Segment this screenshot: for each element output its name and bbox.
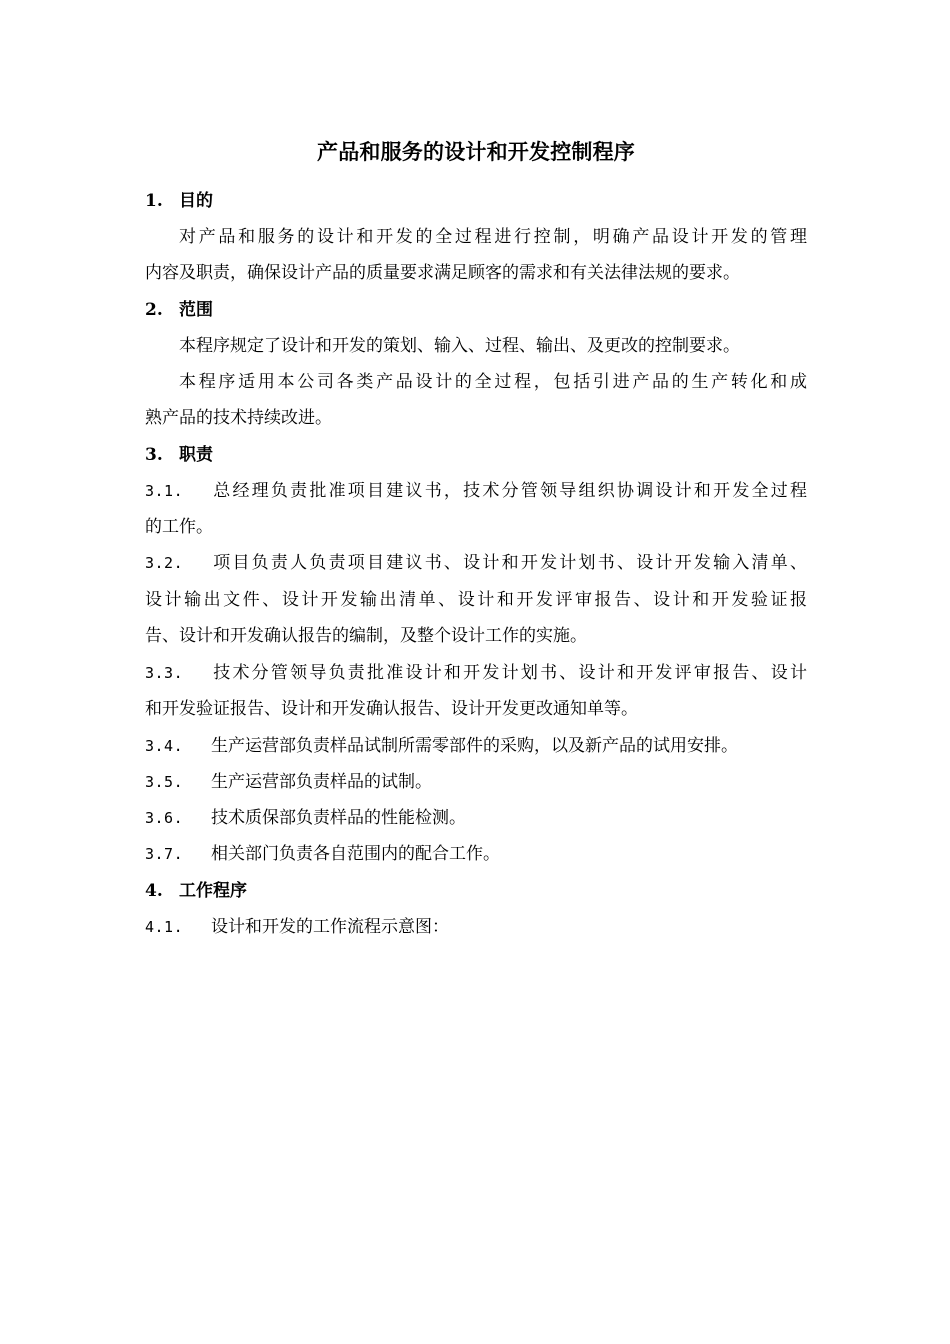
section-1-heading xyxy=(145,189,807,213)
list-item xyxy=(145,734,807,758)
paragraph-line: 告、设计和开发确认报告的编制，及整个设计工作的实施。 xyxy=(145,626,587,646)
paragraph-line: 本程序适用本公司各类产品设计的全过程，包括引进产品的生产转化和成 xyxy=(179,372,807,392)
item-number: 3.6. xyxy=(145,809,184,827)
section-3-heading xyxy=(145,443,807,467)
item-text: 技术质保部负责样品的性能检测。 xyxy=(211,808,466,828)
section-number: 4. xyxy=(145,881,163,901)
item-number: 3.1. xyxy=(145,482,184,500)
list-item xyxy=(145,842,807,866)
list-item xyxy=(145,661,807,685)
paragraph-line: 本程序规定了设计和开发的策划、输入、过程、输出、及更改的控制要求。 xyxy=(179,336,740,356)
item-text: 生产运营部负责样品的试制。 xyxy=(211,772,432,792)
item-text: 相关部门负责各自范围内的配合工作。 xyxy=(211,844,500,864)
item-number: 3.5. xyxy=(145,773,184,791)
list-item xyxy=(145,551,807,575)
item-text: 设计和开发的工作流程示意图： xyxy=(211,917,449,937)
document-title: 产品和服务的设计和开发控制程序 xyxy=(317,139,635,164)
paragraph-line: 内容及职责，确保设计产品的质量要求满足顾客的需求和有关法律法规的要求。 xyxy=(145,263,740,283)
section-title: 目的 xyxy=(179,191,213,211)
paragraph-line: 对产品和服务的设计和开发的全过程进行控制，明确产品设计开发的管理 xyxy=(179,227,807,247)
item-text: 总经理负责批准项目建议书，技术分管领导组织协调设计和开发全过程 xyxy=(211,481,807,501)
document-page xyxy=(145,0,807,1344)
section-number: 2. xyxy=(145,300,163,320)
list-item xyxy=(145,770,807,794)
section-number: 1. xyxy=(145,191,163,211)
item-text: 项目负责人负责项目建议书、设计和开发计划书、设计开发输入清单、 xyxy=(211,553,807,573)
item-number: 3.2. xyxy=(145,554,184,572)
section-number: 3. xyxy=(145,445,163,465)
item-text: 生产运营部负责样品试制所需零部件的采购，以及新产品的试用安排。 xyxy=(211,736,738,756)
paragraph-line: 设计输出文件、设计开发输出清单、设计和开发评审报告、设计和开发验证报 xyxy=(145,590,807,610)
section-4-heading xyxy=(145,879,807,903)
item-number: 3.7. xyxy=(145,845,184,863)
section-title: 工作程序 xyxy=(179,881,247,901)
paragraph-line: 的工作。 xyxy=(145,517,213,537)
item-number: 3.3. xyxy=(145,664,184,682)
paragraph-line: 和开发验证报告、设计和开发确认报告、设计开发更改通知单等。 xyxy=(145,699,638,719)
item-text: 技术分管领导负责批准设计和开发计划书、设计和开发评审报告、设计 xyxy=(211,663,807,683)
section-2-heading xyxy=(145,298,807,322)
list-item xyxy=(145,479,807,503)
section-title: 范围 xyxy=(179,300,213,320)
paragraph-line: 熟产品的技术持续改进。 xyxy=(145,408,332,428)
list-item xyxy=(145,915,807,939)
item-number: 3.4. xyxy=(145,737,184,755)
item-number: 4.1. xyxy=(145,918,184,936)
list-item xyxy=(145,806,807,830)
section-title: 职责 xyxy=(179,445,213,465)
